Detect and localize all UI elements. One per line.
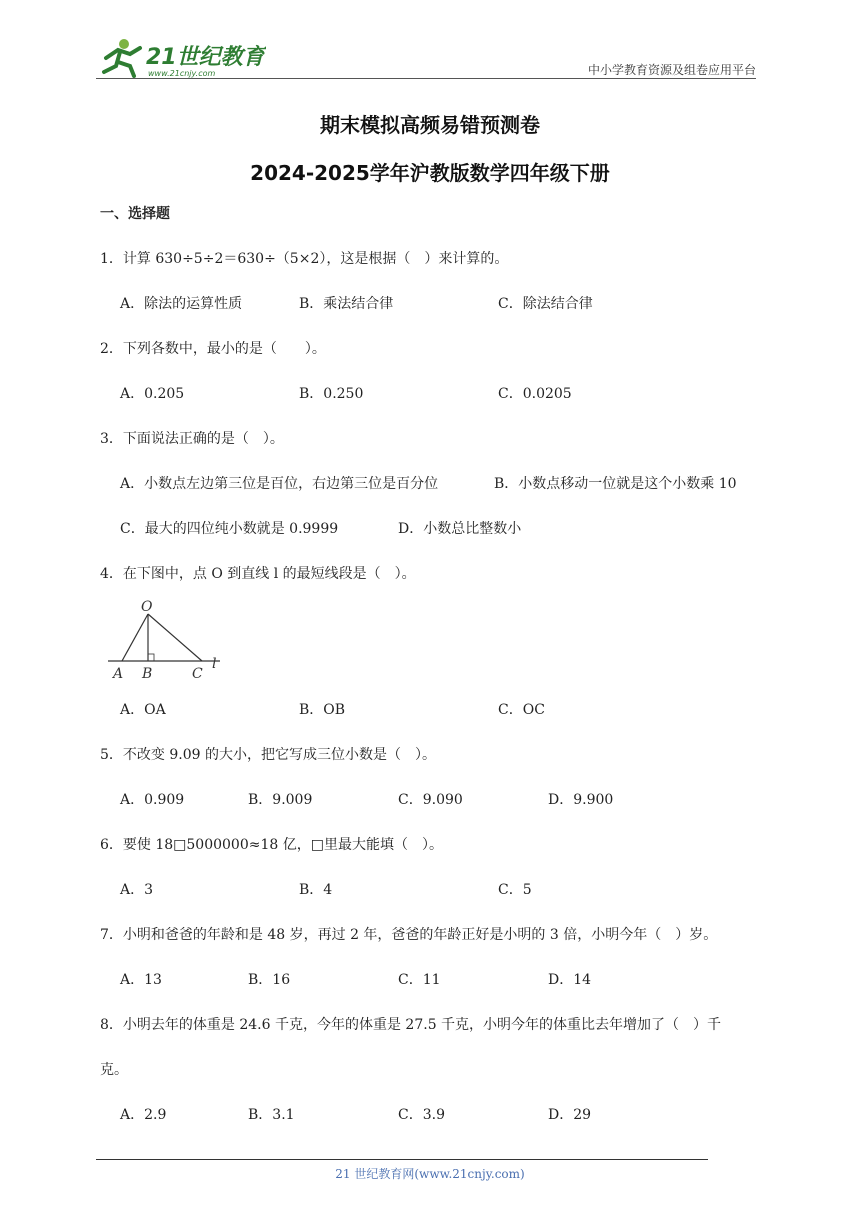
question-1: 1．计算 630÷5÷2＝630÷（5×2），这是根据（ ）来计算的。 <box>100 251 509 267</box>
q7-option-c: C．11 <box>398 972 441 988</box>
q3-option-c: C．最大的四位纯小数就是 0.9999 <box>120 521 339 537</box>
logo-url: www.21cnjy.com <box>148 69 216 78</box>
question-2: 2．下列各数中，最小的是（ ）。 <box>100 341 326 357</box>
exam-title: 期末模拟高频易错预测卷 <box>320 113 540 137</box>
q6-option-c: C．5 <box>498 882 532 898</box>
q2-option-b: B．0.250 <box>299 386 364 402</box>
question-8: 8．小明去年的体重是 24.6 千克，今年的体重是 27.5 千克，小明今年的体重比去年增加了（ ）千 <box>100 1017 722 1033</box>
point-c-label: C <box>192 666 203 682</box>
q2-option-c: C．0.0205 <box>498 386 572 402</box>
point-o-label: O <box>141 599 153 615</box>
question-8-continued: 克。 <box>100 1062 128 1078</box>
question-3: 3．下面说法正确的是（ ）。 <box>100 431 284 447</box>
q3-option-b: B．小数点移动一位就是这个小数乘 10 <box>494 476 737 492</box>
q5-option-b: B．9.009 <box>248 792 313 808</box>
q7-option-d: D．14 <box>548 972 592 988</box>
exam-subtitle: 2024-2025学年沪教版数学四年级下册 <box>250 161 610 185</box>
header-divider <box>96 78 756 79</box>
q7-option-b: B．16 <box>248 972 291 988</box>
site-logo <box>96 36 266 80</box>
header-platform-text: 中小学教育资源及组卷应用平台 <box>587 63 756 77</box>
question-5: 5．不改变 9.09 的大小，把它写成三位小数是（ ）。 <box>100 747 436 763</box>
q7-option-a: A．13 <box>120 972 162 988</box>
q4-option-a: A．OA <box>120 702 166 718</box>
section-heading: 一、选择题 <box>100 206 170 222</box>
q4-option-c: C．OC <box>498 702 545 718</box>
q6-option-a: A．3 <box>120 882 154 898</box>
q1-option-b: B．乘法结合律 <box>299 296 394 312</box>
question-7: 7．小明和爸爸的年龄和是 48 岁，再过 2 年，爸爸的年龄正好是小明的 3 倍，小明今年（ ）岁。 <box>100 927 718 943</box>
q1-option-a: A．除法的运算性质 <box>120 296 243 312</box>
q5-option-c: C．9.090 <box>398 792 463 808</box>
question-6: 6．要使 18□5000000≈18 亿，□里最大能填（ ）。 <box>100 837 443 853</box>
q5-option-d: D．9.900 <box>548 792 614 808</box>
q2-option-a: A．0.205 <box>120 386 185 402</box>
point-a-label: A <box>113 666 124 682</box>
q8-option-b: B．3.1 <box>248 1107 295 1123</box>
q3-option-a: A．小数点左边第三位是百位，右边第三位是百分位 <box>120 476 439 492</box>
footer-link[interactable]: 21 世纪教育网(www.21cnjy.com) <box>335 1167 525 1181</box>
q8-option-d: D．29 <box>548 1107 592 1123</box>
question-4: 4．在下图中，点 O 到直线 l 的最短线段是（ ）。 <box>100 566 416 582</box>
q3-option-d: D．小数总比整数小 <box>398 521 522 537</box>
geometry-figure <box>108 598 228 684</box>
q1-option-c: C．除法结合律 <box>498 296 593 312</box>
line-l-label: l <box>212 656 217 672</box>
footer-divider <box>96 1159 708 1160</box>
q5-option-a: A．0.909 <box>120 792 185 808</box>
logo-title: 21世纪教育 <box>146 45 265 70</box>
q6-option-b: B．4 <box>299 882 333 898</box>
q8-option-c: C．3.9 <box>398 1107 445 1123</box>
q8-option-a: A．2.9 <box>120 1107 167 1123</box>
q4-option-b: B．OB <box>299 702 346 718</box>
point-b-label: B <box>142 666 153 682</box>
